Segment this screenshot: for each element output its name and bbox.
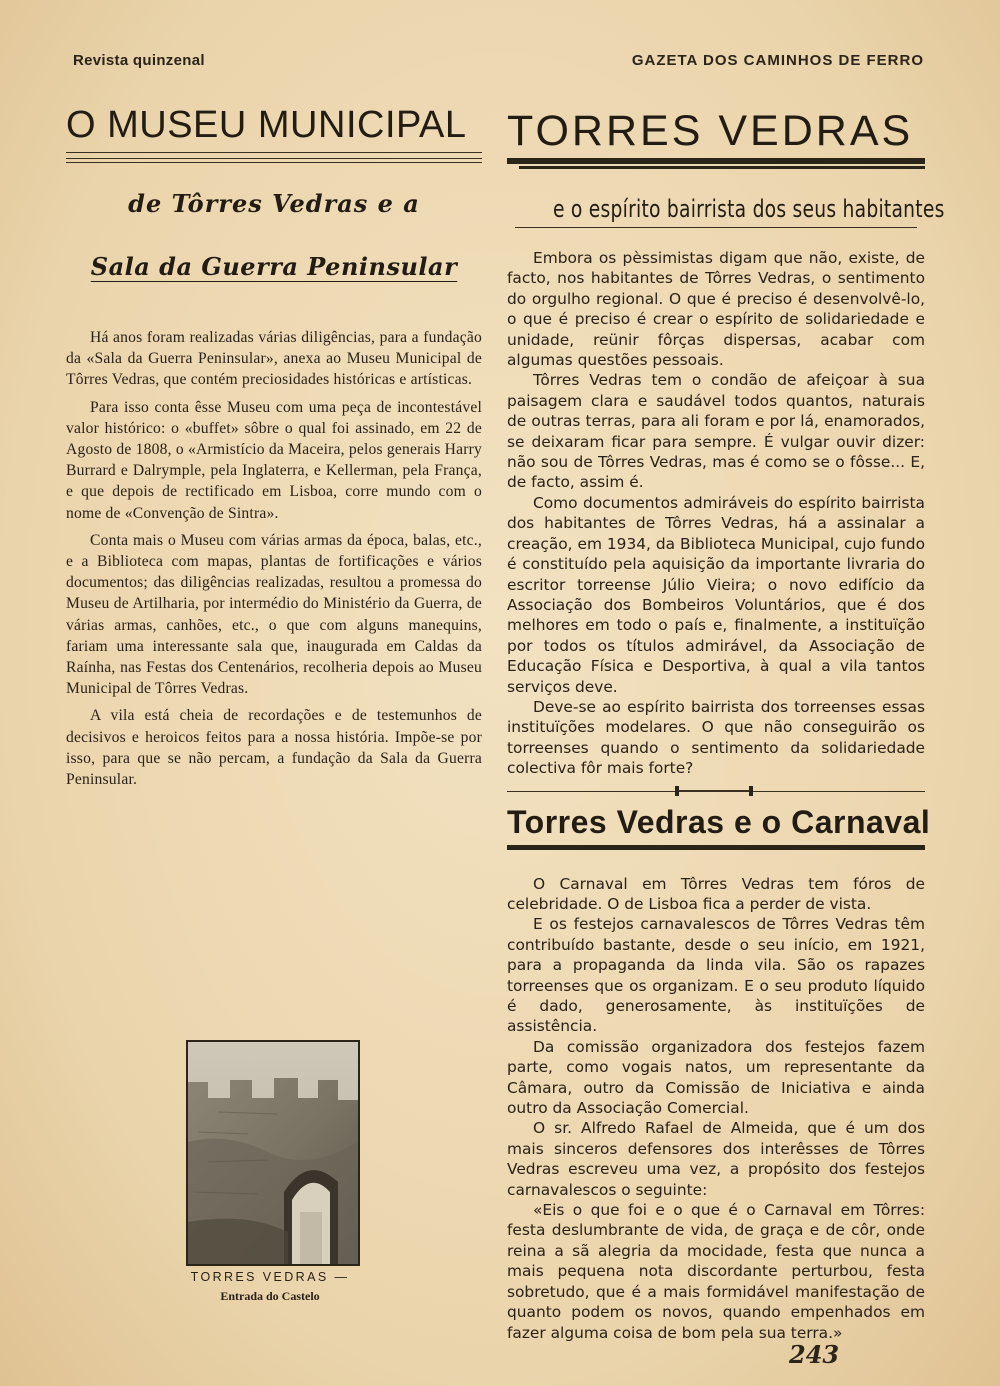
castle-entrance-photo: [186, 1040, 360, 1266]
torres-paragraph: Embora os pèssimistas digam que não, existe, de facto, nos habitantes de Tôrres Vedras, o sentimento do orgulho regional. O que é preciso é desenvolvê-lo, o que é preciso é crear o espírito de solidariedade e unidade, reünir fôrças dispersas, acabar com algumas questões pessoais.: [507, 249, 925, 370]
carnaval-paragraph: E os festejos carnavalescos de Tôrres Vedras têm contribuído bastante, desde o seu início, em 1921, para a propaganda da linda vila. São os rapazes torreenses que os organizam. E o seu produto líquido é dado, generosamente, às instituïções de assistência.: [507, 915, 925, 1036]
torres-body: [507, 248, 925, 779]
torres-subtitle-rule: [515, 227, 917, 228]
page-number: 243: [789, 1340, 840, 1369]
section-divider: [507, 785, 925, 799]
torres-paragraph: Tôrres Vedras tem o condão de afeiçoar à sua paisagem clara e saudável todos quantos, naturais de outras terras, para ali foram e por lá, enamorados, se deixaram ficar para sempre. É vulgar ouvir dizer: não sou de Tôrres Vedras, mas é como se o fôsse... E, de facto, assim é.: [507, 371, 925, 492]
carnaval-quote: «Eis o que foi e o que é o Carnaval em Tôrres: festa deslumbrante de vida, de graça e de côr, onde reina a sã alegria da mocidade, festa que nunca a mais pequena nota discordante perturbou, festa sobretudo, que é a mais formidável manifestação de quanto podem os novos, quando empenhados em fazer alguma coisa de bom pela sua terra.»: [507, 1201, 925, 1342]
museu-subtitle-1: de Tôrres Vedras e a: [128, 189, 420, 218]
photo-caption-detail: Entrada do Castelo: [220, 1289, 320, 1303]
museu-paragraph: Para isso conta êsse Museu com uma peça de incontestável valor histórico: o «buffet» sôbre o qual foi assinado, em 22 de Agosto de 1808, o «Armistício da Maceira, pelos generais Harry Burrard e Dalrymple, pela Inglaterra, e Kellerman, pela França, e que depois de rectificado em Lisboa, corre mundo com o nome de «Convenção de Sintra».: [66, 398, 482, 522]
running-header-right: GAZETA DOS CAMINHOS DE FERRO: [631, 52, 924, 69]
museu-paragraph: Há anos foram realizadas várias diligências, para a fundação da «Sala da Guerra Peninsular», anexa ao Museu Municipal de Tôrres Vedras, que contém preciosidades históricas e artísticas.: [66, 329, 482, 389]
torres-title: TORRES VEDRAS: [507, 107, 914, 155]
torres-paragraph: Deve-se ao espírito bairrista dos torreenses essas instituïções modelares. O que não conseguirão os torreenses quando o sentimento da solidariedade colectiva fôr mais forte?: [507, 697, 925, 778]
museu-paragraph: Conta mais o Museu com várias armas da época, balas, etc., e a Biblioteca com mapas, plantas de fortificações e vários documentos; das diligências realizadas, resultou a promessa do Museu de Artilharia, por intermédio do Ministério da Guerra, de várias armas, canhões, etc., o que com alguns manequins, fariam uma interessante sala que, inaugurada em Caldas da Raínha, nas Festas dos Centenários, recolheria depois ao Museu Municipal de Tôrres Vedras.: [66, 531, 482, 698]
castle-illustration: [188, 1042, 358, 1264]
carnaval-paragraph: Da comissão organizadora dos festejos fazem parte, como vogais natos, um representante da Câmara, outro da Comissão de Iniciativa e ainda outro da Associação Comercial.: [507, 1037, 925, 1118]
carnaval-paragraph: O Carnaval em Tôrres Vedras tem fóros de celebridade. O de Lisboa fica a perder de vista.: [507, 874, 925, 913]
museu-title: O MUSEU MUNICIPAL: [66, 104, 467, 146]
torres-paragraph: Como documentos admiráveis do espírito bairrista dos habitantes de Tôrres Vedras, há a assinalar a creação, em 1934, da Biblioteca Municipal, cujo fundo é constituído pela aquisição da importante livraria do escritor torreense Júlio Vieira; o novo edifício da Associação dos Bombeiros Voluntários, que é dos melhores em todo o país e, finalmente, a instituïção por todos os títulos admirável, da Associação de Educação Física e Desportiva, à qual a vila tantos serviços deve.: [507, 493, 925, 696]
running-header-left: Revista quinzenal: [73, 52, 205, 69]
photo-caption-place: TORRES VEDRAS —: [190, 1270, 350, 1284]
torres-title-bar-thin: [519, 166, 925, 169]
carnaval-paragraph: O sr. Alfredo Rafael de Almeida, que é um dos mais sinceros defensores dos interêsses de Tôrres Vedras escreveu uma vez, a propósito dos festejos carnavalescos o seguinte:: [507, 1119, 925, 1199]
museu-paragraph: A vila está cheia de recordações e de testemunhos de decisivos e heroicos feitos para a nossa história. Impõe-se por isso, para que se não percam, a fundação da Sala da Guerra Peninsular.: [66, 707, 482, 789]
museu-body: [66, 327, 482, 790]
left-column: [66, 102, 482, 796]
museu-title-rule: [66, 152, 482, 153]
museu-title-double-rule: [66, 158, 482, 163]
torres-subtitle: e o espírito bairrista dos seus habitantes: [552, 195, 945, 223]
torres-title-bar: [507, 158, 925, 164]
right-column: [507, 107, 945, 1343]
museu-subtitle-2: Sala da Guerra Peninsular: [90, 252, 458, 281]
carnaval-title-bar: [507, 845, 925, 850]
carnaval-title: Torres Vedras e o Carnaval: [507, 803, 931, 840]
carnaval-body: [507, 874, 925, 1343]
